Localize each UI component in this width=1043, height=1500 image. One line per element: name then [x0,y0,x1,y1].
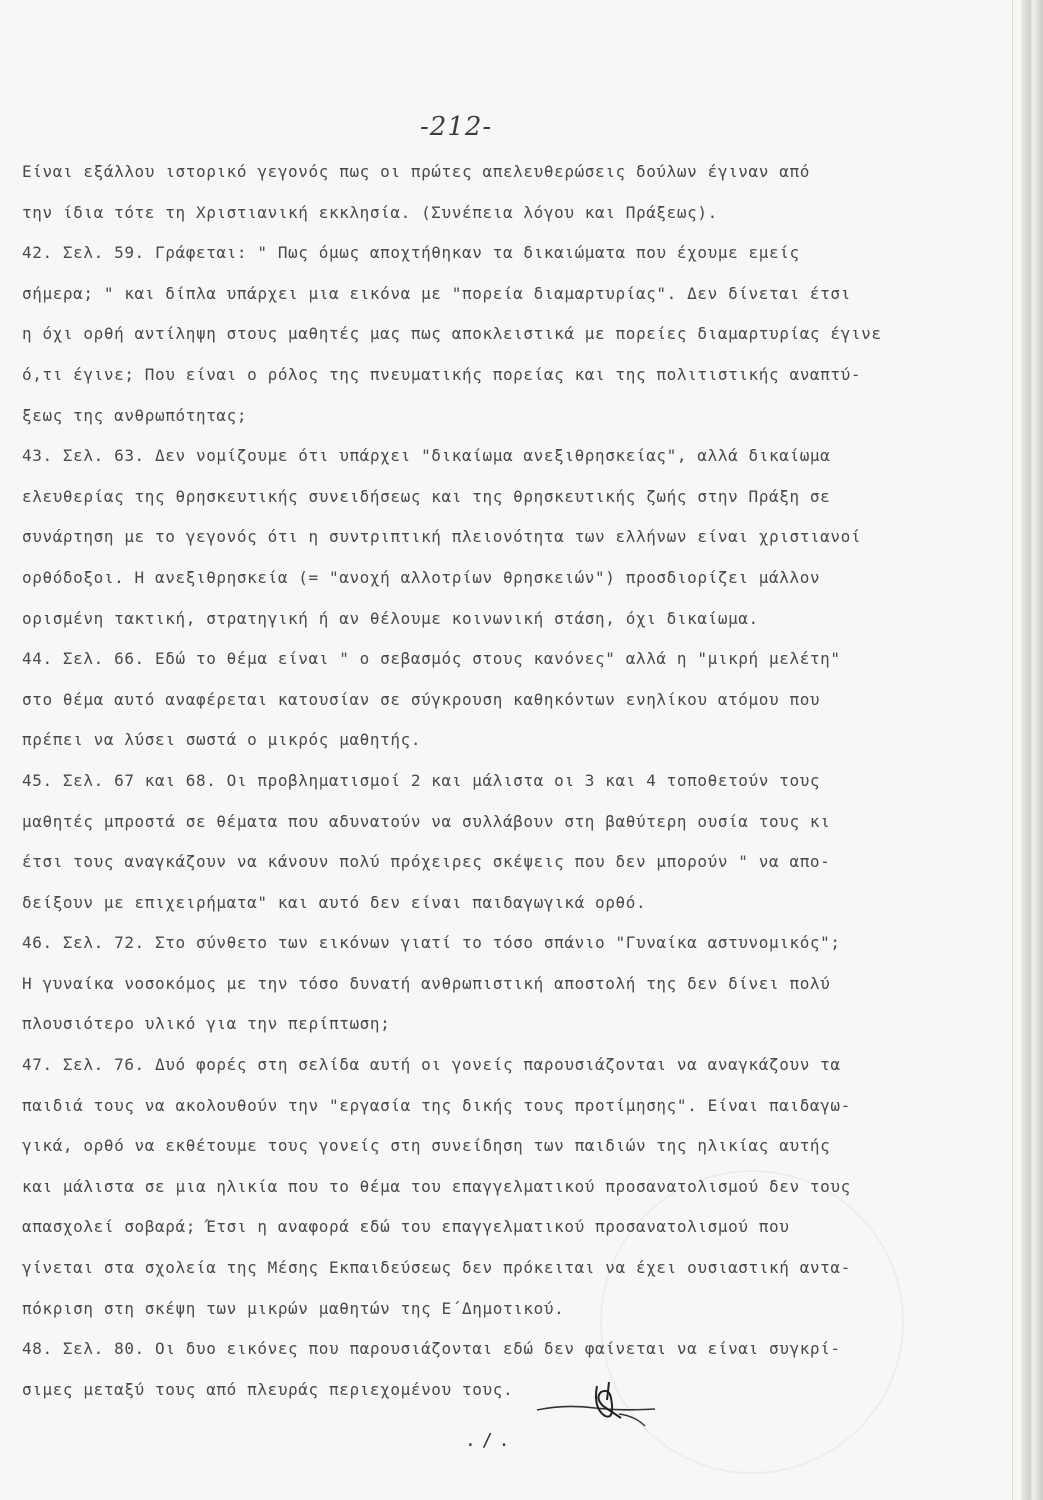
text-line: Είναι εξάλλου ιστορικό γεγονός πως οι πρώτες απελευθερώσεις δούλων έγιναν από [22,162,810,181]
text-line: ξεως της ανθρωπότητας; [22,405,248,425]
text-line: σιμες μεταξύ τους από πλευράς περιεχομένου τους. [22,1379,514,1399]
text-line: την ίδια τότε τη Χριστιανική εκκλησία. (Συνέπεια λόγου και Πράξεως). [22,202,718,222]
text-line: γίνεται στα σχολεία της Μέσης Εκπαιδεύσεως δεν πρόκειται να έχει ουσιαστική αντα- [22,1258,851,1278]
text-line: στο θέμα αυτό αναφέρεται κατουσίαν σε σύγκρουση καθηκόντων ενηλίκου ατόμου που [22,689,821,709]
text-line: σήμερα; " και δίπλα υπάρχει μια εικόνα με "πορεία διαμαρτυρίας". Δεν δίνεται έτσι [22,283,851,303]
text-line: συνάρτηση με το γεγονός ότι η συντριπτική πλειονότητα των ελλήνων είναι χριστιανοί [22,527,862,547]
text-line: γικά, ορθό να εκθέτουμε τους γονείς στη συνείδηση των παιδιών της ηλικίας αυτής [22,1136,831,1156]
text-line: 42. Σελ. 59. Γράφεται: " Πως όμως αποχτήθηκαν τα δικαιώματα που έχουμε εμείς [22,243,800,263]
document-body [22,152,967,1410]
binding-edge [1021,0,1043,1500]
text-line: πλουσιότερο υλικό για την περίπτωση; [22,1014,391,1034]
text-line: έτσι τους αναγκάζουν να κάνουν πολύ πρόχειρες σκέψεις που δεν μπορούν " να απο- [22,852,831,872]
text-line: πόκριση στη σκέψη των μικρών μαθητών της Ε΄Δημοτικού. [22,1298,565,1318]
text-line: δείξουν με επιχειρήματα" και αυτό δεν είναι παιδαγωγικά ορθό. [22,892,647,912]
text-line: Η γυναίκα νοσοκόμος με την τόσο δυνατή ανθρωπιστική αποστολή της δεν δίνει πολύ [22,973,831,993]
text-line: και μάλιστα σε μια ηλικία που το θέμα του επαγγελματικού προσανατολισμού δεν τους [22,1176,851,1196]
text-line: παιδιά τους να ακολουθούν την "εργασία της δικής τους προτίμησης". Είναι παιδαγω- [22,1095,851,1115]
handwritten-signature [535,1378,665,1438]
text-line: απασχολεί σοβαρά; Έτσι η αναφορά εδώ του επαγγελματικού προσανατολισμού που [22,1217,790,1237]
page-edge-line [1012,0,1013,1500]
text-line: η όχι ορθή αντίληψη στους μαθητές μας πως αποκλειστικά με πορείες διαμαρτυρίας έγινε [22,324,882,344]
text-line: μαθητές μπροστά σε θέματα που αδυνατούν να συλλάβουν στη βαθύτερη ουσία τους κι [22,811,831,831]
text-line: 44. Σελ. 66. Εδώ το θέμα είναι " ο σεβασμός στους κανόνες" αλλά η "μικρή μελέτη" [22,649,841,669]
text-line: 46. Σελ. 72. Στο σύνθετο των εικόνων γιατί το τόσο σπάνιο "Γυναίκα αστυνομικός"; [22,933,841,953]
text-line: 48. Σελ. 80. Οι δυο εικόνες που παρουσιάζονται εδώ δεν φαίνεται να είναι συγκρί- [22,1339,841,1359]
text-line: ό,τι έγινε; Που είναι ο ρόλος της πνευματικής πορείας και της πολιτιστικής αναπτύ- [22,364,862,384]
continuation-mark: ./. [465,1430,516,1451]
text-line: ορθόδοξοι. Η ανεξιθρησκεία (= "ανοχή αλλοτρίων θρησκειών") προσδιορίζει μάλλον [22,567,821,587]
text-line: 43. Σελ. 63. Δεν νομίζουμε ότι υπάρχει "δικαίωμα ανεξιθρησκείας", αλλά δικαίωμα [22,446,831,466]
text-line: ελευθερίας της θρησκευτικής συνειδήσεως και της θρησκευτικής ζωής στην Πράξη σε [22,486,831,506]
page-number: -212- [420,112,493,142]
text-line: 47. Σελ. 76. Δυό φορές στη σελίδα αυτή οι γονείς παρουσιάζονται να αναγκάζουν τα [22,1055,841,1075]
text-line: πρέπει να λύσει σωστά ο μικρός μαθητής. [22,730,422,750]
text-line: ορισμένη τακτική, στρατηγική ή αν θέλουμε κοινωνική στάση, όχι δικαίωμα. [22,608,759,628]
text-line: 45. Σελ. 67 και 68. Οι προβληματισμοί 2 και μάλιστα οι 3 και 4 τοποθετούν τους [22,770,821,790]
